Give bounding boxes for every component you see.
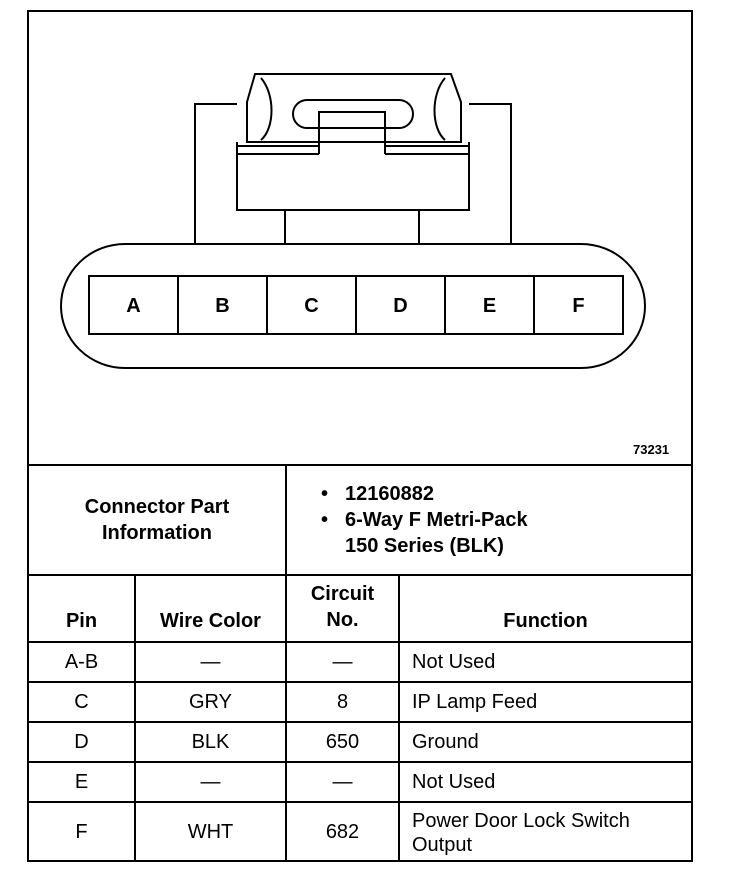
pin-cell: C [29, 682, 135, 722]
function-cell: Power Door Lock Switch Output [399, 802, 691, 862]
connector-drawing [29, 12, 691, 462]
circuit-no-cell: 650 [286, 722, 399, 762]
pin-label-b: B [215, 295, 230, 317]
pin-label-e: E [482, 295, 497, 317]
connector-diagram-frame [27, 10, 693, 862]
circuit-no-cell: — [286, 762, 399, 802]
part-info-label: Connector Part Information [29, 465, 286, 575]
table-row [29, 682, 691, 722]
connector-shell [195, 104, 237, 244]
function-cell: Not Used [399, 762, 691, 802]
part-info-row [29, 465, 691, 575]
header-wire-color: Wire Color [135, 575, 286, 642]
circuit-no-cell: 682 [286, 802, 399, 862]
pin-cell: A-B [29, 642, 135, 682]
table-row [29, 762, 691, 802]
figure-number: 73231 [633, 442, 670, 457]
header-function: Function [399, 575, 691, 642]
pin-label-c: C [304, 295, 319, 317]
part-number: • 12160882 [321, 481, 685, 507]
connector-body [237, 142, 469, 210]
connector-lock-tab [247, 74, 461, 142]
header-pin: Pin [29, 575, 135, 642]
lock-slot [293, 100, 413, 128]
connector-info-table [29, 464, 691, 862]
wire-color-cell: BLK [135, 722, 286, 762]
pin-cell: F [29, 802, 135, 862]
wire-color-cell: WHT [135, 802, 286, 862]
pin-cell: E [29, 762, 135, 802]
table-row [29, 722, 691, 762]
wire-color-cell: GRY [135, 682, 286, 722]
pin-label-a: A [126, 295, 141, 317]
circuit-no-cell: 8 [286, 682, 399, 722]
header-circuit-no: Circuit No. [286, 575, 399, 642]
table-row [29, 642, 691, 682]
wire-color-cell: — [135, 642, 286, 682]
function-cell: IP Lamp Feed [399, 682, 691, 722]
pin-label-d: D [393, 295, 408, 317]
function-cell: Not Used [399, 642, 691, 682]
table-row [29, 802, 691, 862]
function-cell: Ground [399, 722, 691, 762]
pin-label-f: F [572, 295, 585, 317]
wire-color-cell: — [135, 762, 286, 802]
connector-type: • 6-Way F Metri-Pack 150 Series (BLK) [321, 507, 685, 559]
pin-cell: D [29, 722, 135, 762]
table-header-row [29, 575, 691, 642]
circuit-no-cell: — [286, 642, 399, 682]
connector-housing [61, 244, 645, 368]
part-info-values [286, 465, 691, 575]
